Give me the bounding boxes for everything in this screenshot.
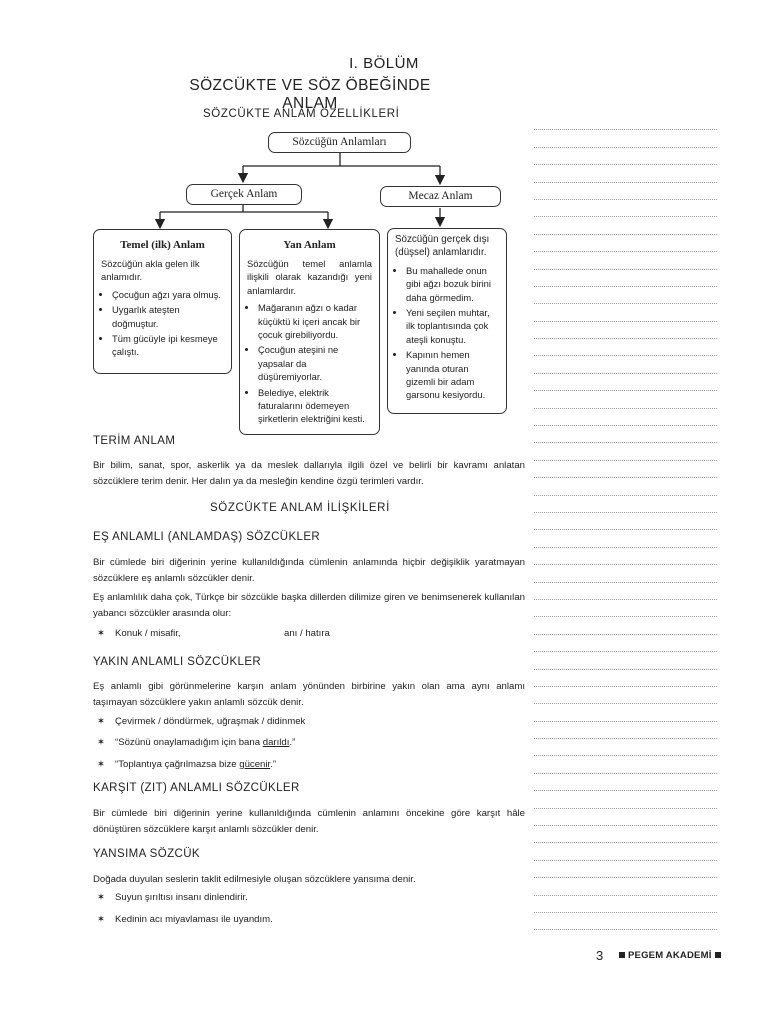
note-line	[534, 409, 717, 426]
note-lines	[534, 113, 717, 930]
underlined-word: gücenir	[239, 759, 271, 770]
note-line	[534, 635, 717, 652]
star-bullet-icon: ✶	[97, 759, 106, 770]
note-line	[534, 513, 717, 530]
list-item: • Uygarlık ateşten doğmuştur.	[112, 303, 225, 330]
box-figurative-meaning	[387, 228, 507, 414]
synonyms-paragraph-1: Bir cümlede biri diğerinin yerine kullanıldığında cümlenin anlamında hiçbir değişiklik yaratmayan sözcüklere eş anlamlı sözcükler denir.	[93, 557, 525, 584]
square-icon	[619, 952, 625, 958]
near-synonyms-paragraph: Eş anlamlı gibi görünmelerine karşın anlam yönünden birbirine yakın olan ama aynı anlamı taşımayan sözcüklere yakın anlamlı sözcük denir.	[93, 681, 525, 708]
section-heading-relations: SÖZCÜKTE ANLAM İLİŞKİLERİ	[210, 502, 390, 514]
list-item: • Çocuğun ateşini ne yapsalar da düşüremiyorlar.	[258, 343, 373, 383]
note-line	[534, 200, 717, 217]
box-basic-list	[94, 288, 231, 359]
note-line	[534, 896, 717, 913]
list-item: • Tüm gücüyle ipi kesmeye çalıştı.	[112, 332, 225, 359]
note-line	[534, 722, 717, 739]
example-text: Çevirmek / döndürmek, uğraşmak / didinmek	[115, 716, 306, 727]
page-title: SÖZCÜKTE VE SÖZ ÖBEĞİNDE ANLAM	[189, 77, 431, 112]
note-line	[534, 687, 717, 704]
note-line	[534, 252, 717, 269]
note-line	[534, 548, 717, 565]
section-heading-onomatopoeia: YANSIMA SÖZCÜK	[93, 848, 200, 860]
node-word-meanings: Sözcüğün Anlamları	[268, 132, 411, 153]
example-text: “Sözünü onaylamadığım için bana	[115, 737, 263, 748]
list-item: • Mağaranın ağzı o kadar küçüktü ki içeri ancak bir çocuk girebiliyordu.	[258, 301, 373, 341]
example-text: Konuk / misafir,	[115, 628, 181, 639]
note-line	[534, 704, 717, 721]
section-heading-properties: SÖZCÜKTE ANLAM ÖZELLİKLERİ	[203, 108, 400, 120]
example-text: Suyun şırıltısı insanı dinlendirir.	[115, 892, 248, 903]
onomatopoeia-paragraph: Doğada duyulan seslerin taklit edilmesiyle oluşan sözcüklere yansıma denir.	[93, 874, 416, 885]
note-line	[534, 391, 717, 408]
note-line	[534, 461, 717, 478]
synonyms-paragraph-2: Eş anlamlılık daha çok, Türkçe bir sözcükle başka dillerden dilimize giren ve benimsenerek kullanılan yabancı sözcükler arasında olur:	[93, 592, 525, 619]
list-item: • Çocuğun ağzı yara olmuş.	[112, 288, 225, 301]
onomatopoeia-example-1	[97, 892, 248, 903]
note-line	[534, 496, 717, 513]
list-item: • Bu mahallede onun gibi ağzı bozuk birini daha görmedim.	[406, 264, 500, 304]
star-bullet-icon: ✶	[97, 716, 106, 727]
note-line	[534, 652, 717, 669]
node-figurative-meaning: Mecaz Anlam	[380, 186, 501, 207]
note-line	[534, 322, 717, 339]
example-text: .”	[270, 759, 277, 770]
note-line	[534, 826, 717, 843]
note-line	[534, 217, 717, 234]
section-heading-synonyms: EŞ ANLAMLI (ANLAMDAŞ) SÖZCÜKLER	[93, 531, 321, 543]
example-text: “Toplantıya çağrılmazsa bize	[115, 759, 240, 770]
note-line	[534, 843, 717, 860]
synonyms-example-2: anı / hatıra	[284, 628, 330, 639]
box-side-meaning	[239, 229, 380, 435]
box-side-list	[240, 301, 379, 426]
note-line	[534, 617, 717, 634]
note-line	[534, 113, 717, 130]
node-real-meaning: Gerçek Anlam	[186, 184, 302, 205]
antonyms-paragraph: Bir cümlede biri diğerinin yerine kullanıldığında cümlenin anlamını öncekine göre karşıt hâle dönüştüren sözcüklere karşıt anlamlı sözcükler denir.	[93, 808, 525, 835]
note-line	[534, 878, 717, 895]
onomatopoeia-example-2	[97, 914, 273, 925]
page-number: 3	[596, 948, 604, 963]
example-text: Kedinin acı miyavlaması ile uyandım.	[115, 914, 273, 925]
square-icon	[715, 952, 721, 958]
example-text: .”	[289, 737, 296, 748]
note-line	[534, 861, 717, 878]
box-side-text: Sözcüğün temel anlamla ilişkili olarak kazandığı yeni anlamlardır.	[247, 258, 372, 296]
term-paragraph: Bir bilim, sanat, spor, askerlik ya da meslek dallarıyla ilgili özel ve belirli bir kavramı anlatan sözcüklere terim denir. Her dalın ya da mesleğin kendine özgü terimleri vardır.	[93, 460, 525, 487]
chapter-title: I. BÖLÜM	[349, 55, 419, 72]
note-line	[534, 756, 717, 773]
note-line	[534, 583, 717, 600]
note-line	[534, 565, 717, 582]
note-line	[534, 809, 717, 826]
note-line	[534, 739, 717, 756]
near-synonyms-example-1	[97, 716, 305, 727]
star-bullet-icon: ✶	[97, 737, 106, 748]
section-heading-term: TERİM ANLAM	[93, 435, 176, 447]
box-basic-title: Temel (ilk) Anlam	[120, 239, 205, 251]
publisher-name: PEGEM AKADEMİ	[628, 950, 712, 961]
box-basic-meaning	[93, 229, 232, 374]
note-line	[534, 130, 717, 147]
near-synonyms-example-3	[97, 759, 276, 770]
list-item: • Kapının hemen yanında oturan gizemli bir adam garsonu kesiyordu.	[406, 348, 500, 402]
note-line	[534, 426, 717, 443]
box-figurative-text: Sözcüğün gerçek dışı (düşsel) anlamlarıdır.	[395, 234, 490, 259]
near-synonyms-example-2	[97, 737, 295, 748]
note-line	[534, 148, 717, 165]
list-item: • Belediye, elektrik faturalarını ödemeyen şirketlerin elektriğini kesti.	[258, 386, 373, 426]
section-heading-antonyms: KARŞIT (ZIT) ANLAMLI SÖZCÜKLER	[93, 782, 300, 794]
note-line	[534, 165, 717, 182]
star-bullet-icon: ✶	[97, 892, 106, 903]
box-basic-text: Sözcüğün akla gelen ilk anlamıdır.	[101, 258, 200, 283]
note-line	[534, 356, 717, 373]
note-line	[534, 443, 717, 460]
note-line	[534, 235, 717, 252]
note-line	[534, 270, 717, 287]
publisher-brand	[616, 950, 724, 961]
note-line	[534, 530, 717, 547]
note-line	[534, 478, 717, 495]
note-line	[534, 774, 717, 791]
note-line	[534, 670, 717, 687]
note-line	[534, 183, 717, 200]
note-line	[534, 791, 717, 808]
note-line	[534, 287, 717, 304]
section-heading-near-synonyms: YAKIN ANLAMLI SÖZCÜKLER	[93, 656, 262, 668]
star-bullet-icon: ✶	[97, 628, 106, 639]
note-line	[534, 913, 717, 930]
note-line	[534, 374, 717, 391]
note-line	[534, 339, 717, 356]
underlined-word: darıldı	[262, 737, 290, 748]
note-line	[534, 600, 717, 617]
list-item: • Yeni seçilen muhtar, ilk toplantısında çok ateşli konuştu.	[406, 306, 500, 346]
box-figurative-list	[388, 264, 506, 402]
star-bullet-icon: ✶	[97, 914, 106, 925]
box-side-title: Yan Anlam	[283, 239, 336, 251]
note-line	[534, 304, 717, 321]
synonyms-example	[97, 628, 181, 639]
